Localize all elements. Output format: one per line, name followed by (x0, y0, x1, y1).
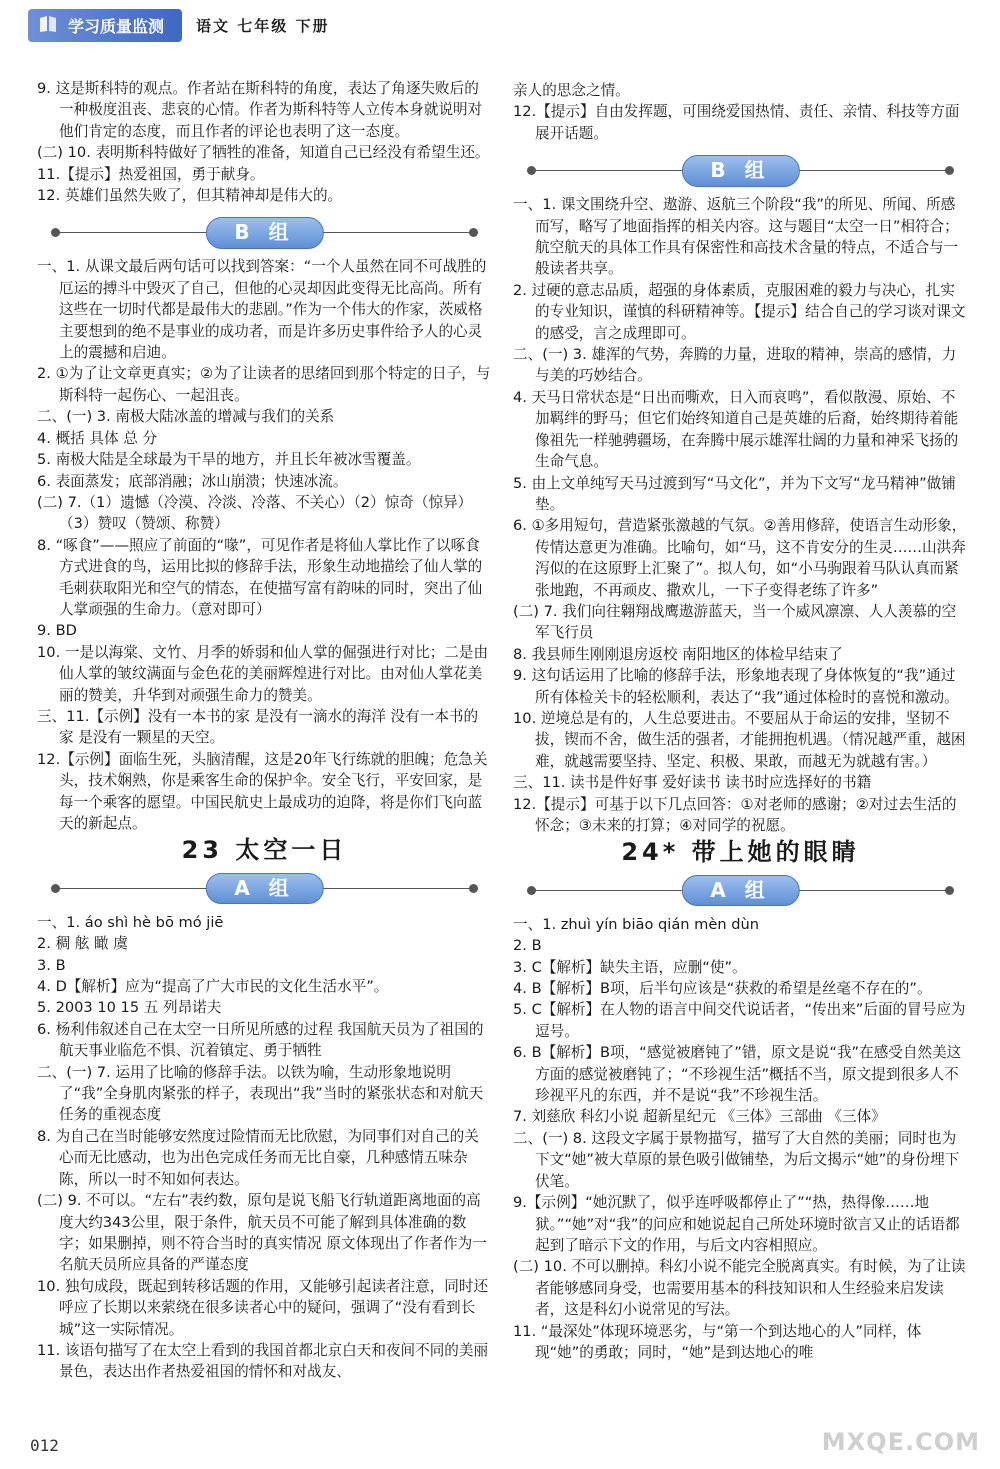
a-group-label: A 组 (681, 875, 799, 906)
answer-item: 5. C【解析】在人物的语言中间交代说话者，“传出来”后面的冒号应为逗号。 (513, 1001, 966, 1040)
answer-item: 5. 2003 10 15 五 列昂诺夫 (37, 999, 222, 1017)
answer-item: 10. 一是以海棠、文竹、月季的娇弱和仙人掌的倔强进行对比；二是由仙人掌的皱纹满面与金色花的美丽辉煌进行对比。由对仙人掌花美丽的赞美，升华到对顽强生命力的赞美。 (37, 643, 489, 704)
answer-item: 10. 独句成段，既起到转移话题的作用，又能够引起读者注意，同时还呼应了长期以来萦绕在很多读者心中的疑问，强调了“没有看到长城”这一实际情况。 (37, 1277, 489, 1338)
answer-item: (二) 10. 表明斯科特做好了牺牲的准备，知道自己已经没有希望生还。 (37, 144, 490, 162)
brand-text: 学习质量监测 (68, 16, 165, 36)
answer-item: 8. 我县师生刚刚退房返校 南阳地区的体检早结束了 (513, 645, 843, 663)
answer-item: 二、(一) 3. 雄浑的气势，奔腾的力量，进取的精神，崇高的感情，力与美的巧妙结合。 (513, 346, 957, 385)
answer-item: (二) 7. 我们向往翱翔战鹰遨游蓝天，当一个威风凛凛、人人羡慕的空军飞行员 (513, 602, 957, 642)
right-a-items (513, 914, 968, 1364)
answer-item: 7. 刘慈欣 科幻小说 超新星纪元 《三体》三部曲 《三体》 (513, 1108, 886, 1126)
lesson23-title: 23 太空一日 (181, 836, 348, 865)
right-column (513, 80, 968, 1363)
answer-item: (二) 9. 不可以。“左右”表约数，原句是说飞船飞行轨道距离地面的高度大约343公里，限于条件，航天员不可能了解到具体准确的数字；如果删掉，则不符合当时的真实情况 原文体现出了作者作为一名航天员所应具备的严谨态度 (37, 1192, 487, 1274)
answer-item: 12.【提示】可基于以下几点回答：①对老师的感谢；②对过去生活的怀念；③未来的打算；④对同学的祝愿。 (513, 795, 957, 834)
book-icon (38, 15, 58, 33)
answer-item: 6. ①多用短句，营造紧张激越的气氛。②善用修辞，使语言生动形象，传情达意更为准确。比喻句，如“马，这不肯安分的生灵……山洪奔泻似的在这原野上汇聚了”。拟人句，如“小马驹跟着马队认真而紧张地跑，不再顽皮、撒欢儿，一下子变得老练了许多” (513, 517, 967, 599)
answer-item: 12.【提示】自由发挥题，可围绕爱国热情、责任、亲情、科技等方面展开话题。 (513, 103, 960, 142)
answer-item: 一、1. 从课文最后两句话可以找到答案：“一个人虽然在同不可战胜的厄运的搏斗中毁灭了自己，但他的心灵却因此变得无比高尚。所有这些在一切时代都是最伟大的悲剧。”作为一个伟大的作家，茨威格主要想到的绝不是事业的成功者，而是许多历史事件给予人的心灵上的震撼和启迪。 (37, 258, 487, 362)
answer-item: (二) 7.（1）遗憾（冷漠、冷淡、冷落、不关心）（2）惊奇（惊异）（3）赞叹（赞颂、称赞） (37, 493, 473, 533)
answer-item: 6. 表面蒸发；底部消融；冰山崩溃；快速冰流。 (37, 472, 348, 490)
lesson24-title: 24* 带上她的眼睛 (621, 838, 860, 867)
left-b-items (37, 256, 492, 834)
brand-label (28, 9, 182, 42)
answer-item: 8. 为自己在当时能够安然度过险情而无比欣慰，为同事们对自己的关心而无比感动，也为出色完成任务而无比自豪，几种感情五味杂陈，所以一时不知如何表达。 (37, 1127, 479, 1188)
answer-item: 三、11. 读书是件好事 爱好读书 读书时应选择好的书籍 (513, 774, 872, 792)
answer-item: 9. 这句话运用了比喻的修辞手法，形象地表现了身体恢复的“我”通过所有体检关卡的轻松顺利，表达了“我”通过体检时的喜悦和激动。 (513, 667, 959, 706)
answer-item: 9.【示例】“她沉默了，似乎连呼吸都停止了”“热，热得像……地狱。”“她”对“我”的问应和她说起自己所处环境时欲言又止的话语都起到了暗示下文的作用，与后文内容相照应。 (513, 1194, 960, 1254)
left-a-banner (37, 870, 492, 908)
answer-item: 12.【示例】面临生死，头脑清醒，这是20年飞行练就的胆魄；危急关头，技术娴熟，你是乘客生命的保护伞。安全飞行，平安回家，是每一个乘客的愿望。中国民航史上最成功的迫降，将是你们飞向蓝天的新起点。 (37, 750, 488, 832)
watermark: MXQE.COM (821, 1428, 980, 1456)
answer-item: 9. BD (37, 622, 77, 640)
answer-item: 3. B (37, 956, 66, 974)
answer-item: 12. 英雄们虽然失败了，但其精神却是伟大的。 (37, 187, 343, 205)
answer-item: 4. D【解析】应为“提高了广大市民的文化生活水平”。 (37, 978, 389, 996)
answer-item: 二、(一) 7. 运用了比喻的修辞手法。以铁为喻，生动形象地说明了“我”全身肌肉紧张的样子，表现出“我”当时的紧张状态和对航天任务的重视态度 (37, 1063, 484, 1124)
left-b-banner (37, 214, 492, 252)
left-column (37, 78, 492, 1383)
page-header (28, 8, 329, 42)
answer-item: 5. 南极大陆是全球最为干旱的地方，并且长年被冰雪覆盖。 (37, 451, 421, 469)
answer-item: 11. 该语句描写了在太空上看到的我国首都北京白天和夜间不同的美丽景色，表达出作者热爱祖国的情怀和对战友、 (37, 1341, 489, 1381)
answer-item: 一、1. zhuì yín biāo qián mèn dùn (513, 915, 760, 933)
right-top-items (513, 80, 968, 144)
answer-item: 三、11.【示例】没有一本书的家 是没有一滴水的海洋 没有一本书的家 是没有一颗星的天空。 (37, 707, 479, 747)
answer-item: 一、1. áo shì hè bō mó jiē (37, 913, 224, 931)
page-number: 012 (30, 1436, 59, 1455)
answer-item: 4. 概括 具体 总 分 (37, 429, 158, 447)
right-a-banner (513, 872, 968, 910)
answer-item: 6. 杨利伟叙述自己在太空一日所见所感的过程 我国航天员为了祖国的航天事业临危不惧、沉着镇定、勇于牺牲 (37, 1020, 484, 1060)
answer-item: 二、(一) 8. 这段文字属于景物描写，描写了大自然的美丽；同时也为下文“她”被大草原的景色吸引做铺垫，为后文揭示“她”的身份埋下伏笔。 (513, 1129, 960, 1190)
b-group-label: B 组 (205, 217, 323, 248)
answer-item: 二、(一) 3. 南极大陆冰盖的增减与我们的关系 (37, 408, 335, 426)
answer-item: 11.【提示】热爱祖国，勇于献身。 (37, 165, 265, 183)
answer-item: 4. 天马日常状态是“日出而嘶欢，日入而哀鸣”，看似散漫、原始、不加羁绊的野马；但它们始终知道自己是英雄的后裔，始终期待着能像祖先一样驰骋疆场，在奔腾中展示雄浑壮阔的力量和神采飞扬的生命气息。 (513, 388, 959, 471)
right-b-items (513, 194, 968, 836)
answer-item: 9. 这是斯科特的观点。作者站在斯科特的角度，表达了角逐失败后的一种极度沮丧、悲哀的心情。作者为斯科特等人立传本身就说明对他们肯定的态度，而且作者的评论也表明了这一态度。 (37, 80, 483, 140)
left-a-items (37, 912, 492, 1383)
answer-item: 2. 稠 舷 瞰 虞 (37, 935, 128, 953)
right-b-banner (513, 152, 968, 190)
answer-item: 8. “啄食”——照应了前面的“喙”，可见作者是将仙人掌比作了以啄食方式进食的鸟，运用比拟的修辞手法，形象生动地描绘了仙人掌的毛刺获取阳光和空气的情态，在使描写富有韵味的同时，突出了仙人掌顽强的生命力。（意对即可） (37, 536, 483, 618)
answer-item: 2. ①为了让文章更真实；②为了让读者的思绪回到那个特定的日子，与斯科特一起伤心、一起沮丧。 (37, 365, 491, 404)
answer-item: (二) 10. 不可以删掉。科幻小说不能完全脱离真实。有时候，为了让读者能够感同身受，也需要用基本的科技知识和人生经验来启发读者，这是科幻小说常见的写法。 (513, 1258, 966, 1319)
answer-item: 亲人的思念之情。 (513, 82, 630, 99)
answer-item: 11. “最深处”体现环境恶劣，与“第一个到达地心的人”同样，体现“她”的勇敢；同时，“她”是到达地心的唯 (513, 1322, 922, 1361)
answer-item: 一、1. 课文围绕升空、遨游、返航三个阶段“我”的所见、所闻、所感而写，略写了地面指挥的相关内容。这与题目“太空一日”相符合；航空航天的具体工作具有保密性和高技术含量的特点，不适合与一般读者共享。 (513, 196, 959, 278)
answer-item: 3. C【解析】缺失主语，应删“使”。 (513, 958, 747, 976)
b-group-label: B 组 (681, 155, 799, 186)
answer-item: 5. 由上文单纯写天马过渡到写“马文化”，并为下文写“龙马精神”做铺垫。 (513, 474, 956, 513)
answer-item: 4. B【解析】B项，后半句应该是“获救的希望是丝毫不存在的”。 (513, 980, 932, 998)
a-group-label: A 组 (205, 873, 323, 904)
answer-item: 6. B【解析】B项，“感觉被磨钝了”错，原文是说“我”在感受自然美这方面的感觉被磨钝了；“不珍视生活”概括不当，原文提到很多人不珍视平凡的东西，并不是说“我”不珍视生活。 (513, 1044, 962, 1105)
subject-label: 语文 七年级 下册 (196, 16, 330, 35)
answer-item: 10. 逆境总是有的，人生总要进击。不要屈从于命运的安排，坚韧不拔，锲而不舍，做生活的强者，才能拥抱机遇。（情况越严重，越困难，就越需要坚持、坚定、积极、果敢，而越无为就越有害。） (513, 709, 966, 770)
left-top-items (37, 78, 492, 206)
answer-item: 2. B (513, 937, 542, 955)
answer-item: 2. 过硬的意志品质，超强的身体素质，克服困难的毅力与决心，扎实的专业知识，谨慎的科研精神等。【提示】结合自己的学习谈对课文的感受，言之成理即可。 (513, 281, 966, 342)
